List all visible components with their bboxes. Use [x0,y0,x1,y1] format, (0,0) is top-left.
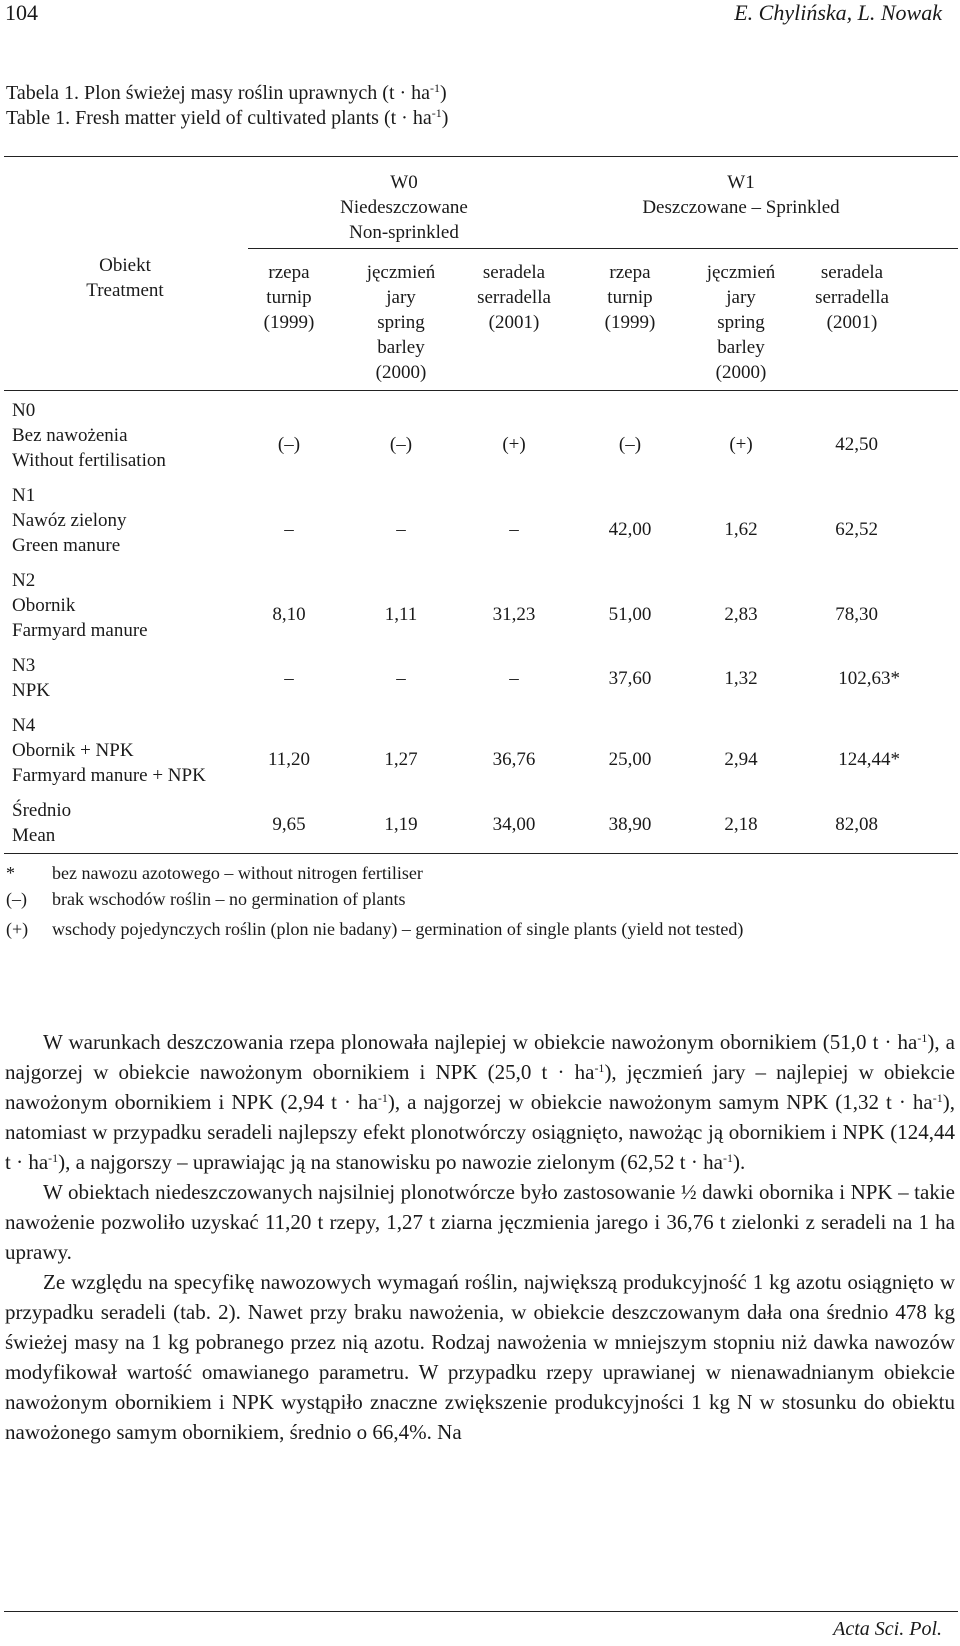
table-cell: 51,00 [608,604,652,625]
row-label-n4: N4 Obornik + NPK Farmyard manure + NPK [12,715,206,786]
row-label-n0: N0 Bez nawożenia Without fertilisation [12,400,166,471]
footnote-symbol: (+) [6,919,29,939]
footnote-text: brak wschodów roślin – no germination of plants [52,889,406,909]
footnote-symbol: * [6,863,15,883]
table-cell: – [284,519,294,540]
table-cell: 1,32 [724,668,758,689]
table-cell: 1,11 [384,604,418,625]
table-cell: 36,76 [492,749,536,770]
w1-group-header: W1 Deszczowane – Sprinkled [642,172,840,218]
table-cell: 42,50 [835,434,878,455]
table-cell: 1,27 [384,749,418,770]
table-cell: 38,90 [608,814,652,835]
table-cell: 78,30 [835,604,878,625]
table-caption-en: Table 1. Fresh matter yield of cultivated plants $(t \cdot ha^{-1})$ [6,106,449,129]
table-cell: 62,52 [835,519,878,540]
page-number: 104 [5,0,38,25]
table-cell: 11,20 [267,749,311,770]
table-caption-pl: Tabela 1. Plon świeżej masy roślin uprawnych $(t \cdot ha^{-1})$ [6,81,447,104]
table-subheader-rule [248,248,958,249]
table-cell: 124,44* [838,749,900,770]
row-label-n2: N2 Obornik Farmyard manure [12,570,148,641]
table-cell: 1,62 [724,519,758,540]
column-header: rzepa turnip (1999) [263,262,315,333]
footnote [6,886,743,912]
column-header: rzepa turnip (1999) [604,262,656,333]
row-label-n3: N3 NPK [12,655,51,701]
table-cell: 1,19 [384,814,418,835]
table-cell: 2,18 [724,814,758,835]
footnote [6,860,743,886]
paragraph-3: Ze względu na specyfikę nawozowych wymagań roślin, największą produkcyjność 1 kg azotu osiągnięto w przypadku seradeli (tab. 2). Nawet przy braku nawożenia, w obiekcie deszczowanym dała ona średnio 478 kg świeżej masy na 1 kg pobranego przez nią azotu. Rodzaj nawożenia w mniejszym stopniu niż dawka nawozów modyfikował wartość omawianego parametru. W przypadku rzepy uprawianej w nienawadnianym obiekcie nawożonym obornikiem i NPK wystąpiło znaczne zwiększenie produkcyjności 1 kg N w stosunku do obiektu nawożonego samym obornikiem, średnio o 66,4%. Na [5,1270,955,1444]
table-cell: (+) [729,434,753,455]
table-cell: 82,08 [835,814,878,835]
table-cell: (+) [502,434,526,455]
footnote-symbol: (–) [6,889,27,909]
treatment-header: Obiekt Treatment [86,255,164,301]
table-cell: (–) [389,434,413,455]
row-label-n1: N1 Nawóz zielony Green manure [12,485,127,556]
table-cell: 42,00 [608,519,652,540]
table-cell: (–) [277,434,301,455]
table-cell: 37,60 [608,668,652,689]
table-footnotes [6,860,743,942]
body-text [5,1027,955,1447]
table-cell: – [284,668,294,689]
table-header-rule [4,390,958,391]
table-cell: – [509,668,519,689]
paragraph-2: W obiektach niedeszczowanych najsilniej plonotwórcze było zastosowanie ½ dawki obornika i NPK – takie nawożenie pozwoliło uzyskać 11,20 t rzepy, 1,27 t ziarna jęczmienia jarego i 36,76 t zielonki z seradeli na 1 ha uprawy. [5,1180,955,1264]
table-cell: 34,00 [492,814,536,835]
table-cell: 9,65 [272,814,306,835]
table-cell: 31,23 [492,604,536,625]
footer-rule [4,1611,958,1612]
column-header: jęczmień jary spring barley (2000) [366,262,436,383]
journal-name: Acta Sci. Pol. [833,1618,942,1640]
table-cell: – [509,519,519,540]
table-bottom-rule [4,853,958,854]
column-header: seradela serradella (2001) [477,262,551,333]
page-authors: E. Chylińska, L. Nowak [734,0,942,25]
table-cell: 2,83 [724,604,758,625]
column-header: seradela serradella (2001) [815,262,889,333]
footnote-text: bez nawozu azotowego – without nitrogen fertiliser [52,863,423,883]
table-cell: (–) [618,434,642,455]
footnote-text: wschody pojedynczych roślin (plon nie badany) – germination of single plants (yield not tested) [52,919,744,939]
table-cell: – [396,519,406,540]
paragraph-1: W warunkach deszczowania rzepa plonowała najlepiej w obiekcie nawożonym obornikiem (51,0 $t \cdot ha^{-1}$), a najgorzej w obiekcie nawożonym obornikiem i NPK (25,0 $t \cdot ha^{-1}$), jęczmień jary – najlepiej w obiekcie nawożonym obornikiem i NPK (2,94 $t \cdot ha^{-1}$), a najgorzej w obiekcie nawożonym samym NPK (1,32 $t \cdot ha^{-1}$), natomiast w przypadku seradeli najlepszy efekt plonotwórczy osiągnięto, nawożąc ją obornikiem i NPK (124,44 $t \cdot ha^{-1}$), a najgorszy – uprawiając ją na stanowisku po nawozie zielonym (62,52 $t \cdot ha^{-1}$). [5,1030,955,1174]
footnote [6,916,743,942]
column-header: jęczmień jary spring barley (2000) [706,262,776,383]
table-cell: 2,94 [724,749,758,770]
table-cell: 8,10 [272,604,306,625]
table-cell: 25,00 [608,749,652,770]
table-top-rule [4,156,958,157]
table-cell: 102,63* [838,668,900,689]
row-label-mean: Średnio Mean [12,800,72,846]
table-cell: – [396,668,406,689]
w0-group-header: W0 Niedeszczowane Non-sprinkled [340,172,468,243]
